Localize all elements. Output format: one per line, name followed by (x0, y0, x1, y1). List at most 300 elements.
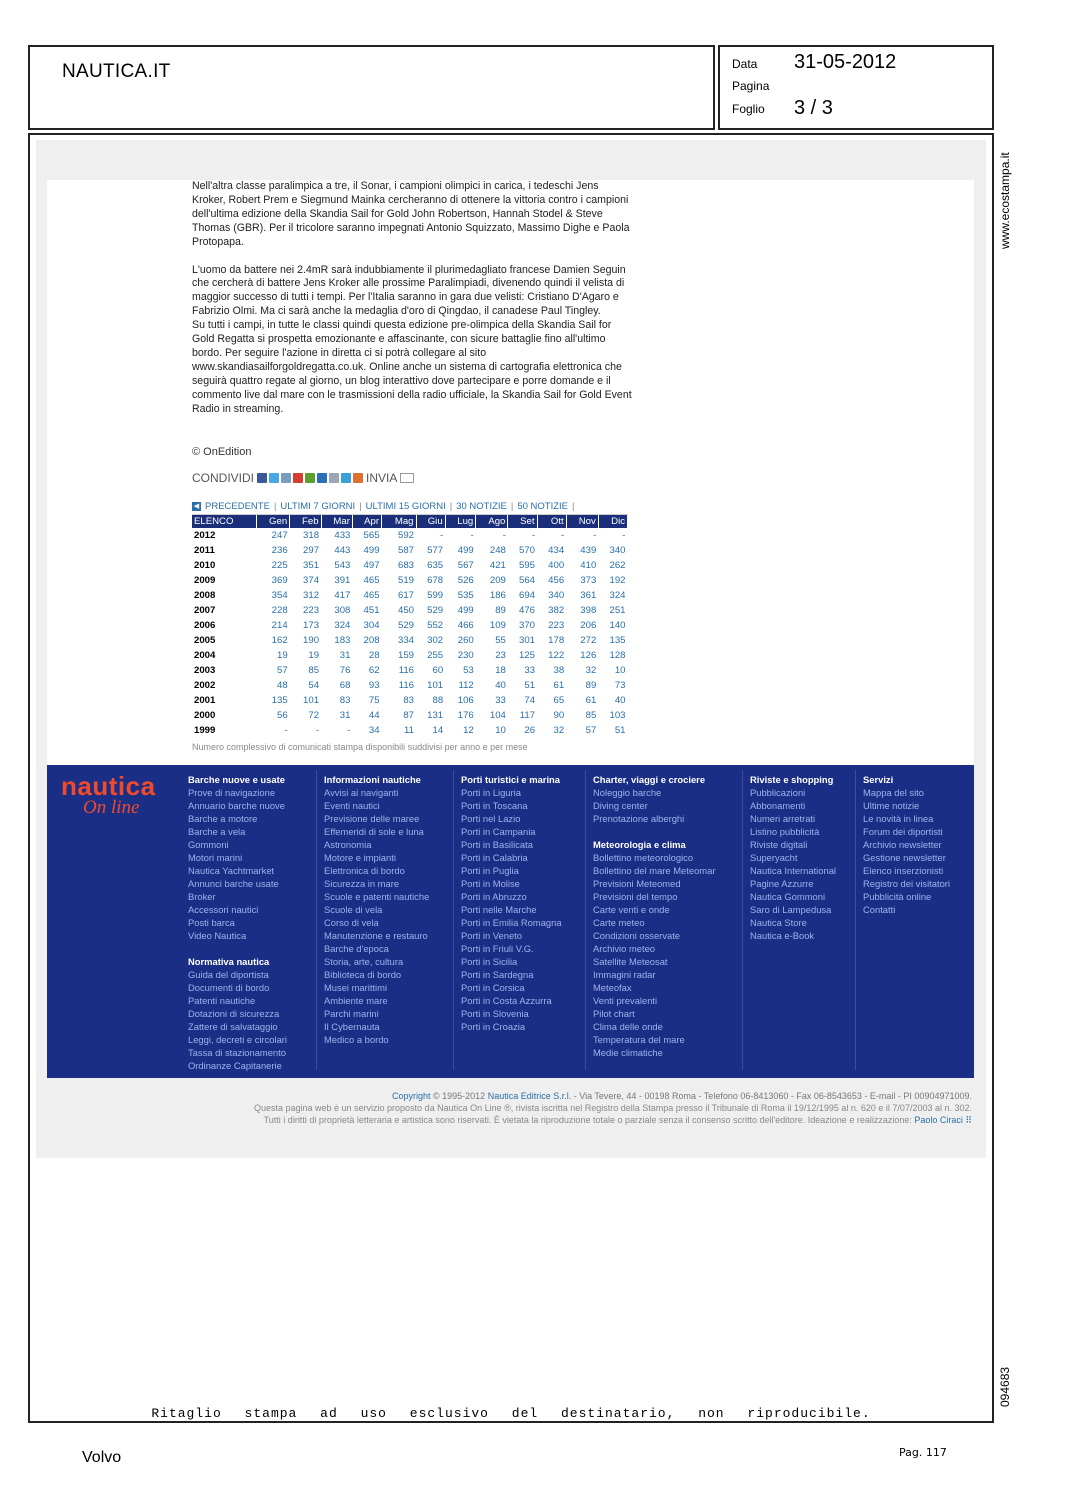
count-cell[interactable]: 56 (277, 710, 288, 721)
footer-link[interactable]: Gommoni (188, 839, 229, 850)
count-cell[interactable]: 54 (308, 680, 320, 691)
prev-arrow-icon[interactable]: ◀ (193, 502, 200, 510)
count-cell[interactable]: 23 (495, 650, 506, 661)
count-cell[interactable]: - (622, 530, 626, 541)
count-cell[interactable]: 33 (524, 665, 536, 676)
copyright-link[interactable]: Copyright (391, 1091, 431, 1101)
count-cell[interactable]: 125 (519, 650, 536, 661)
count-cell[interactable]: 48 (277, 680, 288, 691)
footer-link[interactable]: Scuole di vela (324, 904, 383, 915)
footer-link[interactable]: Parchi marini (324, 1008, 379, 1019)
count-cell[interactable]: 109 (489, 620, 506, 631)
count-cell[interactable]: 334 (398, 635, 415, 646)
count-cell[interactable]: 297 (303, 545, 320, 556)
count-cell[interactable]: 223 (548, 620, 565, 631)
count-cell[interactable]: 564 (519, 575, 536, 586)
footer-link[interactable]: Storia, arte, cultura (324, 956, 404, 967)
count-cell[interactable]: 599 (427, 590, 444, 601)
footer-link[interactable]: Bollettino del mare Meteomar (593, 865, 716, 876)
count-cell[interactable]: 567 (457, 560, 474, 571)
count-cell[interactable]: 318 (303, 530, 320, 541)
count-cell[interactable]: 225 (271, 560, 288, 571)
count-cell[interactable]: 400 (548, 560, 565, 571)
footer-link[interactable]: Bollettino meteorologico (593, 852, 694, 863)
count-cell[interactable]: 476 (519, 605, 536, 616)
footer-link[interactable]: Condizioni osservate (593, 930, 681, 941)
invia-link[interactable]: INVIA (366, 471, 398, 485)
count-cell[interactable]: 19 (277, 650, 288, 661)
count-cell[interactable]: 354 (271, 590, 288, 601)
share-label: CONDIVIDI (192, 471, 255, 485)
footer-link[interactable]: Posti barca (188, 917, 235, 928)
count-cell[interactable]: 104 (489, 710, 506, 721)
stats-nav: ◀ PRECEDENTE | ULTIMI 7 GIORNI | ULTIMI 15 GIORNI | 30 NOTIZIE | 50 NOTIZIE | (192, 498, 628, 515)
count-cell[interactable]: 324 (334, 620, 351, 631)
share-service-icon[interactable] (317, 473, 327, 483)
footer-link[interactable]: Leggi, decreti e circolari (188, 1034, 288, 1045)
footer-link[interactable]: Pagine Azzurre (750, 878, 814, 889)
count-cell[interactable]: 85 (585, 710, 597, 721)
footer-link[interactable]: Medie climatiche (593, 1047, 663, 1058)
footer-link[interactable]: Porti in Corsica (461, 982, 525, 993)
count-cell[interactable]: 592 (398, 530, 415, 541)
count-cell[interactable]: 465 (363, 590, 380, 601)
count-cell[interactable]: 72 (308, 710, 320, 721)
footer-link[interactable]: Musei marittimi (324, 982, 388, 993)
footer-link[interactable]: Barche a motore (188, 813, 258, 824)
count-cell[interactable]: 230 (457, 650, 474, 661)
footer-link[interactable]: Carte meteo (593, 917, 645, 928)
footer-link[interactable]: Contatti (863, 904, 896, 915)
count-cell[interactable]: 40 (495, 680, 506, 691)
count-cell[interactable]: 410 (580, 560, 597, 571)
footer-link[interactable]: Porti in Veneto (461, 930, 522, 941)
footer-link[interactable]: Ultime notizie (863, 800, 920, 811)
footer-link[interactable]: Pubblicità online (863, 891, 932, 902)
count-cell[interactable]: 57 (277, 665, 288, 676)
footer-link[interactable]: Abbonamenti (750, 800, 806, 811)
footer-link[interactable]: Pubblicazioni (750, 787, 806, 798)
footer-link[interactable]: Corso di vela (324, 917, 379, 928)
count-cell[interactable]: 373 (580, 575, 597, 586)
nav-50-news[interactable]: 50 NOTIZIE (517, 500, 569, 512)
footer-link[interactable]: Guida del diportista (188, 969, 269, 980)
footer-link[interactable]: Porti in Emilia Romagna (461, 917, 562, 928)
count-cell[interactable]: 301 (519, 635, 536, 646)
count-cell[interactable]: 206 (580, 620, 597, 631)
footer-link[interactable]: Meteofax (593, 982, 632, 993)
footer-link[interactable]: Barche a vela (188, 826, 246, 837)
footer-link[interactable]: Listino pubblicità (750, 826, 820, 837)
count-cell[interactable]: 543 (334, 560, 351, 571)
count-cell[interactable]: 28 (368, 650, 380, 661)
count-cell[interactable]: 128 (609, 650, 626, 661)
footer-link[interactable]: Porti in Campania (461, 826, 536, 837)
count-cell[interactable]: 65 (553, 695, 565, 706)
count-cell[interactable]: 456 (548, 575, 565, 586)
count-cell[interactable]: 552 (427, 620, 444, 631)
footer-navigation (47, 765, 974, 1078)
count-cell[interactable]: 90 (553, 710, 565, 721)
footer-link[interactable]: Porti in Toscana (461, 800, 528, 811)
count-cell[interactable]: 499 (457, 605, 474, 616)
count-cell[interactable]: 617 (398, 590, 415, 601)
footer-link[interactable]: Sicurezza in mare (324, 878, 400, 889)
count-cell[interactable]: 433 (334, 530, 351, 541)
count-cell[interactable]: - (315, 725, 320, 736)
footer-link[interactable]: Porti in Friuli V.G. (461, 943, 534, 954)
count-cell[interactable]: 12 (463, 725, 474, 736)
footer-link[interactable]: Scuole e patenti nautiche (324, 891, 430, 902)
count-cell[interactable]: 595 (519, 560, 536, 571)
footer-link[interactable]: Porti in Molise (461, 878, 520, 889)
footer-link[interactable]: Elettronica di bordo (324, 865, 405, 876)
count-cell[interactable]: 83 (339, 695, 351, 706)
share-service-icon[interactable] (353, 473, 363, 483)
count-cell[interactable]: - (347, 725, 351, 736)
count-cell[interactable]: 33 (495, 695, 506, 706)
footer-link[interactable]: Tassa di stazionamento (188, 1047, 286, 1058)
footer-link[interactable]: Porti in Calabria (461, 852, 528, 863)
count-cell[interactable]: 369 (271, 575, 288, 586)
footer-link[interactable]: Porti nelle Marche (461, 904, 537, 915)
footer-link[interactable]: Documenti di bordo (188, 982, 270, 993)
foglio-label: Foglio (732, 102, 765, 116)
count-cell[interactable]: 162 (271, 635, 288, 646)
count-cell[interactable]: 228 (271, 605, 288, 616)
count-cell[interactable]: 382 (548, 605, 565, 616)
count-cell[interactable]: 57 (585, 725, 597, 736)
count-cell[interactable]: 32 (585, 665, 597, 676)
count-cell[interactable]: 140 (609, 620, 626, 631)
count-cell[interactable]: 214 (271, 620, 288, 631)
author-link[interactable]: Paolo Ciraci (914, 1115, 963, 1125)
count-cell[interactable]: - (560, 530, 565, 541)
footer-link[interactable]: Satellite Meteosat (593, 956, 668, 967)
count-cell[interactable]: 324 (609, 590, 626, 601)
count-cell[interactable]: 61 (585, 695, 597, 706)
nav-7-days[interactable]: ULTIMI 7 GIORNI (280, 500, 356, 512)
count-cell[interactable]: 103 (609, 710, 626, 721)
count-cell[interactable]: 247 (271, 530, 288, 541)
count-cell[interactable]: 112 (458, 680, 474, 691)
count-cell[interactable]: 10 (495, 725, 506, 736)
footer-link[interactable]: Porti in Liguria (461, 787, 521, 798)
envelope-icon[interactable] (400, 473, 414, 483)
count-cell[interactable]: - (502, 530, 506, 541)
footer-link[interactable]: Manutenzione e restauro (324, 930, 428, 941)
footer-link[interactable]: Astronomia (324, 839, 372, 850)
footer-link[interactable]: Porti nel Lazio (461, 813, 521, 824)
count-cell[interactable]: 223 (303, 605, 320, 616)
footer-link[interactable]: Ambiente mare (324, 995, 388, 1006)
count-cell[interactable]: 38 (553, 665, 565, 676)
footer-link[interactable]: Ordinanze Capitanerie (188, 1060, 282, 1071)
count-cell[interactable]: 68 (339, 680, 351, 691)
registration-text: Questa pagina web è un servizio proposto da Nautica On Line ®, rivista iscritta nel Registro della Stampa presso il Tribunale di Roma il 19/12/1995 al n. 620 e il 7/07/2003 al n. 302. (253, 1103, 972, 1113)
count-cell[interactable]: 116 (398, 665, 415, 676)
count-cell[interactable]: 260 (457, 635, 474, 646)
count-cell[interactable]: 304 (363, 620, 380, 631)
count-cell[interactable]: 577 (427, 545, 444, 556)
nav-prev[interactable]: PRECEDENTE (205, 500, 270, 512)
count-cell[interactable]: 499 (363, 545, 380, 556)
footer-link[interactable]: Porti in Sardegna (461, 969, 534, 980)
count-cell[interactable]: 135 (609, 635, 626, 646)
count-cell[interactable]: 83 (403, 695, 415, 706)
footer-link[interactable]: Previsioni del tempo (593, 891, 678, 902)
footer-link[interactable]: Porti in Slovenia (461, 1008, 529, 1019)
footer-link[interactable]: Previsioni Meteomed (593, 878, 681, 889)
count-cell[interactable]: 19 (308, 650, 320, 661)
count-cell[interactable]: 570 (519, 545, 536, 556)
count-cell[interactable]: 361 (580, 590, 597, 601)
count-cell[interactable]: 60 (432, 665, 444, 676)
count-cell[interactable]: 190 (303, 635, 320, 646)
count-cell[interactable]: 439 (580, 545, 597, 556)
count-cell[interactable]: 85 (308, 665, 320, 676)
count-cell[interactable]: 374 (303, 575, 320, 586)
count-cell[interactable]: 209 (489, 575, 506, 586)
footer-link[interactable]: Biblioteca di bordo (324, 969, 402, 980)
footer-link[interactable]: Gestione newsletter (863, 852, 946, 863)
count-cell[interactable]: 51 (614, 725, 626, 736)
footer-link[interactable]: Nautica Gommoni (750, 891, 826, 902)
footer-link[interactable]: Annuario barche nuove (188, 800, 285, 811)
count-cell[interactable]: 351 (303, 560, 320, 571)
footer-link[interactable]: Mappa del sito (863, 787, 924, 798)
footer-link[interactable]: Barche d'epoca (324, 943, 389, 954)
footer-link[interactable]: Prenotazione alberghi (593, 813, 685, 824)
count-cell[interactable]: 88 (432, 695, 444, 706)
footer-link[interactable]: Patenti nautiche (188, 995, 256, 1006)
footer-link[interactable]: Porti in Croazia (461, 1021, 526, 1032)
count-cell[interactable]: 11 (404, 725, 415, 736)
footer-link[interactable]: Noleggio barche (593, 787, 662, 798)
count-cell[interactable]: 272 (580, 635, 597, 646)
count-cell[interactable]: 131 (427, 710, 444, 721)
company-link[interactable]: Nautica Editrice S.r.l. (487, 1091, 572, 1101)
count-cell[interactable]: 10 (614, 665, 626, 676)
count-cell[interactable]: 465 (363, 575, 380, 586)
count-cell[interactable]: 122 (548, 650, 565, 661)
count-cell[interactable]: 183 (334, 635, 351, 646)
count-cell[interactable]: 248 (489, 545, 506, 556)
footer-link[interactable]: Superyacht (750, 852, 798, 863)
count-cell[interactable]: 398 (580, 605, 597, 616)
count-cell[interactable]: 519 (398, 575, 415, 586)
count-cell[interactable]: 255 (427, 650, 444, 661)
count-cell[interactable]: 26 (524, 725, 536, 736)
count-cell[interactable]: 44 (368, 710, 380, 721)
footer-link[interactable]: Effemeridi di sole e luna (324, 826, 424, 837)
footer-link[interactable]: Dotazioni di sicurezza (188, 1008, 280, 1019)
share-service-icon[interactable] (269, 473, 279, 483)
footer-link[interactable]: Prove di navigazione (188, 787, 276, 798)
count-cell[interactable]: 529 (398, 620, 415, 631)
footer-link[interactable]: Numeri arretrati (750, 813, 816, 824)
count-cell[interactable]: 302 (427, 635, 444, 646)
count-cell[interactable]: 173 (303, 620, 320, 631)
footer-link[interactable]: Motori marini (188, 852, 243, 863)
footer-link[interactable]: Saro di Lampedusa (750, 904, 832, 915)
count-cell[interactable]: 31 (339, 710, 351, 721)
year-cell: 2004 (194, 650, 216, 661)
count-cell[interactable]: 18 (495, 665, 506, 676)
count-cell[interactable]: 135 (271, 695, 288, 706)
count-cell[interactable]: 32 (553, 725, 565, 736)
footer-link[interactable]: Porti in Basilicata (461, 839, 533, 850)
nav-30-news[interactable]: 30 NOTIZIE (456, 500, 507, 512)
share-service-icon[interactable] (257, 473, 267, 483)
count-cell[interactable]: 694 (519, 590, 536, 601)
count-cell[interactable]: 74 (524, 695, 536, 706)
count-cell[interactable]: - (470, 530, 474, 541)
count-cell[interactable]: 192 (609, 575, 626, 586)
share-service-icon[interactable] (341, 473, 351, 483)
count-cell[interactable]: 76 (339, 665, 351, 676)
count-cell[interactable]: 53 (463, 665, 474, 676)
table-row (192, 618, 628, 633)
count-cell[interactable]: 40 (614, 695, 626, 706)
count-cell[interactable]: 159 (398, 650, 415, 661)
count-cell[interactable]: 391 (334, 575, 351, 586)
count-cell[interactable]: 208 (363, 635, 380, 646)
count-cell[interactable]: - (593, 530, 597, 541)
pagina-label: Pagina (732, 79, 770, 93)
count-cell[interactable]: 251 (609, 605, 626, 616)
count-cell[interactable]: 312 (303, 590, 320, 601)
share-service-icon[interactable] (281, 473, 291, 483)
count-cell[interactable]: 101 (303, 695, 320, 706)
count-cell[interactable]: 62 (368, 665, 380, 676)
count-cell[interactable]: 340 (548, 590, 565, 601)
footer-link[interactable]: Registro dei visitatori (863, 878, 951, 889)
footer-link[interactable]: Avvisi ai naviganti (324, 787, 399, 798)
count-cell[interactable]: 236 (271, 545, 288, 556)
footer-link[interactable]: Video Nautica (188, 930, 247, 941)
count-cell[interactable]: 106 (457, 695, 474, 706)
count-cell[interactable]: 497 (363, 560, 380, 571)
footer-link[interactable]: Forum dei diportisti (863, 826, 943, 837)
footer-link[interactable]: Il Cybernauta (324, 1021, 380, 1032)
footer-link[interactable]: Motore e impianti (324, 852, 396, 863)
column-header-month: Ago (476, 515, 508, 528)
footer-link[interactable]: Diving center (593, 800, 648, 811)
count-cell[interactable]: 101 (427, 680, 444, 691)
count-cell[interactable]: 565 (363, 530, 380, 541)
count-cell[interactable]: 678 (427, 575, 444, 586)
count-cell[interactable]: 89 (495, 605, 506, 616)
footer-link[interactable]: Accessori nautici (188, 904, 259, 915)
footer-link[interactable]: Nautica Store (750, 917, 807, 928)
count-cell[interactable]: 434 (548, 545, 565, 556)
count-cell[interactable]: 31 (339, 650, 351, 661)
footer-link[interactable]: Medico a bordo (324, 1034, 389, 1045)
footer-link[interactable]: Porti in Puglia (461, 865, 519, 876)
count-cell[interactable]: 535 (457, 590, 474, 601)
share-service-icon[interactable] (305, 473, 315, 483)
count-cell[interactable]: 178 (548, 635, 565, 646)
count-cell[interactable]: 116 (398, 680, 415, 691)
count-cell[interactable]: 34 (368, 725, 380, 736)
footer-link[interactable]: Archivio meteo (593, 943, 656, 954)
count-cell[interactable]: 87 (403, 710, 415, 721)
count-cell[interactable]: 421 (489, 560, 506, 571)
footer-link[interactable]: Nautica e-Book (750, 930, 815, 941)
count-cell[interactable]: 529 (427, 605, 444, 616)
footer-link[interactable]: Pilot chart (593, 1008, 635, 1019)
footer-link[interactable]: Immagini radar (593, 969, 656, 980)
footer-link[interactable]: Clima delle onde (593, 1021, 663, 1032)
footer-link[interactable]: Temperatura del mare (593, 1034, 685, 1045)
count-cell[interactable]: 340 (609, 545, 626, 556)
count-cell[interactable]: 93 (368, 680, 380, 691)
count-cell[interactable]: - (531, 530, 536, 541)
footer-link[interactable]: Elenco inserzionisti (863, 865, 944, 876)
count-cell[interactable]: 186 (489, 590, 506, 601)
count-cell[interactable]: 117 (519, 710, 536, 721)
count-cell[interactable]: 635 (427, 560, 444, 571)
count-cell[interactable]: - (439, 530, 444, 541)
column-divider (585, 770, 586, 1070)
footer-link[interactable]: Eventi nautici (324, 800, 380, 811)
count-cell[interactable]: 55 (495, 635, 506, 646)
footer-link[interactable]: Previsione delle maree (324, 813, 420, 824)
count-cell[interactable]: - (284, 725, 288, 736)
footer-link[interactable]: Carte venti e onde (593, 904, 670, 915)
footer-link[interactable]: Riviste digitali (750, 839, 808, 850)
count-cell[interactable]: 683 (398, 560, 415, 571)
count-cell[interactable]: 450 (398, 605, 415, 616)
count-cell[interactable]: 51 (524, 680, 536, 691)
footer-link[interactable]: Zattere di salvataggio (188, 1021, 278, 1032)
count-cell[interactable]: 308 (334, 605, 351, 616)
count-cell[interactable]: 89 (585, 680, 597, 691)
count-cell[interactable]: 14 (432, 725, 444, 736)
count-cell[interactable]: 370 (519, 620, 536, 631)
footer-link[interactable]: Broker (188, 891, 216, 902)
footer-link[interactable]: Venti prevalenti (593, 995, 658, 1006)
count-cell[interactable]: 417 (334, 590, 351, 601)
count-cell[interactable]: 466 (457, 620, 474, 631)
footer-link[interactable]: Archivio newsletter (863, 839, 942, 850)
count-cell[interactable]: 587 (398, 545, 415, 556)
count-cell[interactable]: 126 (580, 650, 597, 661)
footer-link[interactable]: Nautica International (750, 865, 836, 876)
share-service-icon[interactable] (329, 473, 339, 483)
count-cell[interactable]: 75 (368, 695, 380, 706)
count-cell[interactable]: 451 (363, 605, 380, 616)
count-cell[interactable]: 443 (334, 545, 351, 556)
share-service-icon[interactable] (293, 473, 303, 483)
footer-link[interactable]: Porti in Sicilia (461, 956, 518, 967)
footer-link[interactable]: Porti in Abruzzo (461, 891, 527, 902)
count-cell[interactable]: 262 (609, 560, 626, 571)
footer-link[interactable]: Annunci barche usate (188, 878, 279, 889)
footer-link[interactable]: Nautica Yachtmarket (188, 865, 275, 876)
count-cell[interactable]: 176 (457, 710, 474, 721)
column-header-elenco[interactable]: ELENCO (192, 515, 256, 528)
count-cell[interactable]: 73 (614, 680, 626, 691)
footer-link[interactable]: Le novità in linea (863, 813, 934, 824)
nautica-logo[interactable] (61, 773, 181, 817)
footer-link[interactable]: Porti in Costa Azzurra (461, 995, 552, 1006)
count-cell[interactable]: 61 (553, 680, 565, 691)
nav-15-days[interactable]: ULTIMI 15 GIORNI (365, 500, 446, 512)
count-cell[interactable]: 499 (457, 545, 474, 556)
count-cell[interactable]: 526 (457, 575, 474, 586)
